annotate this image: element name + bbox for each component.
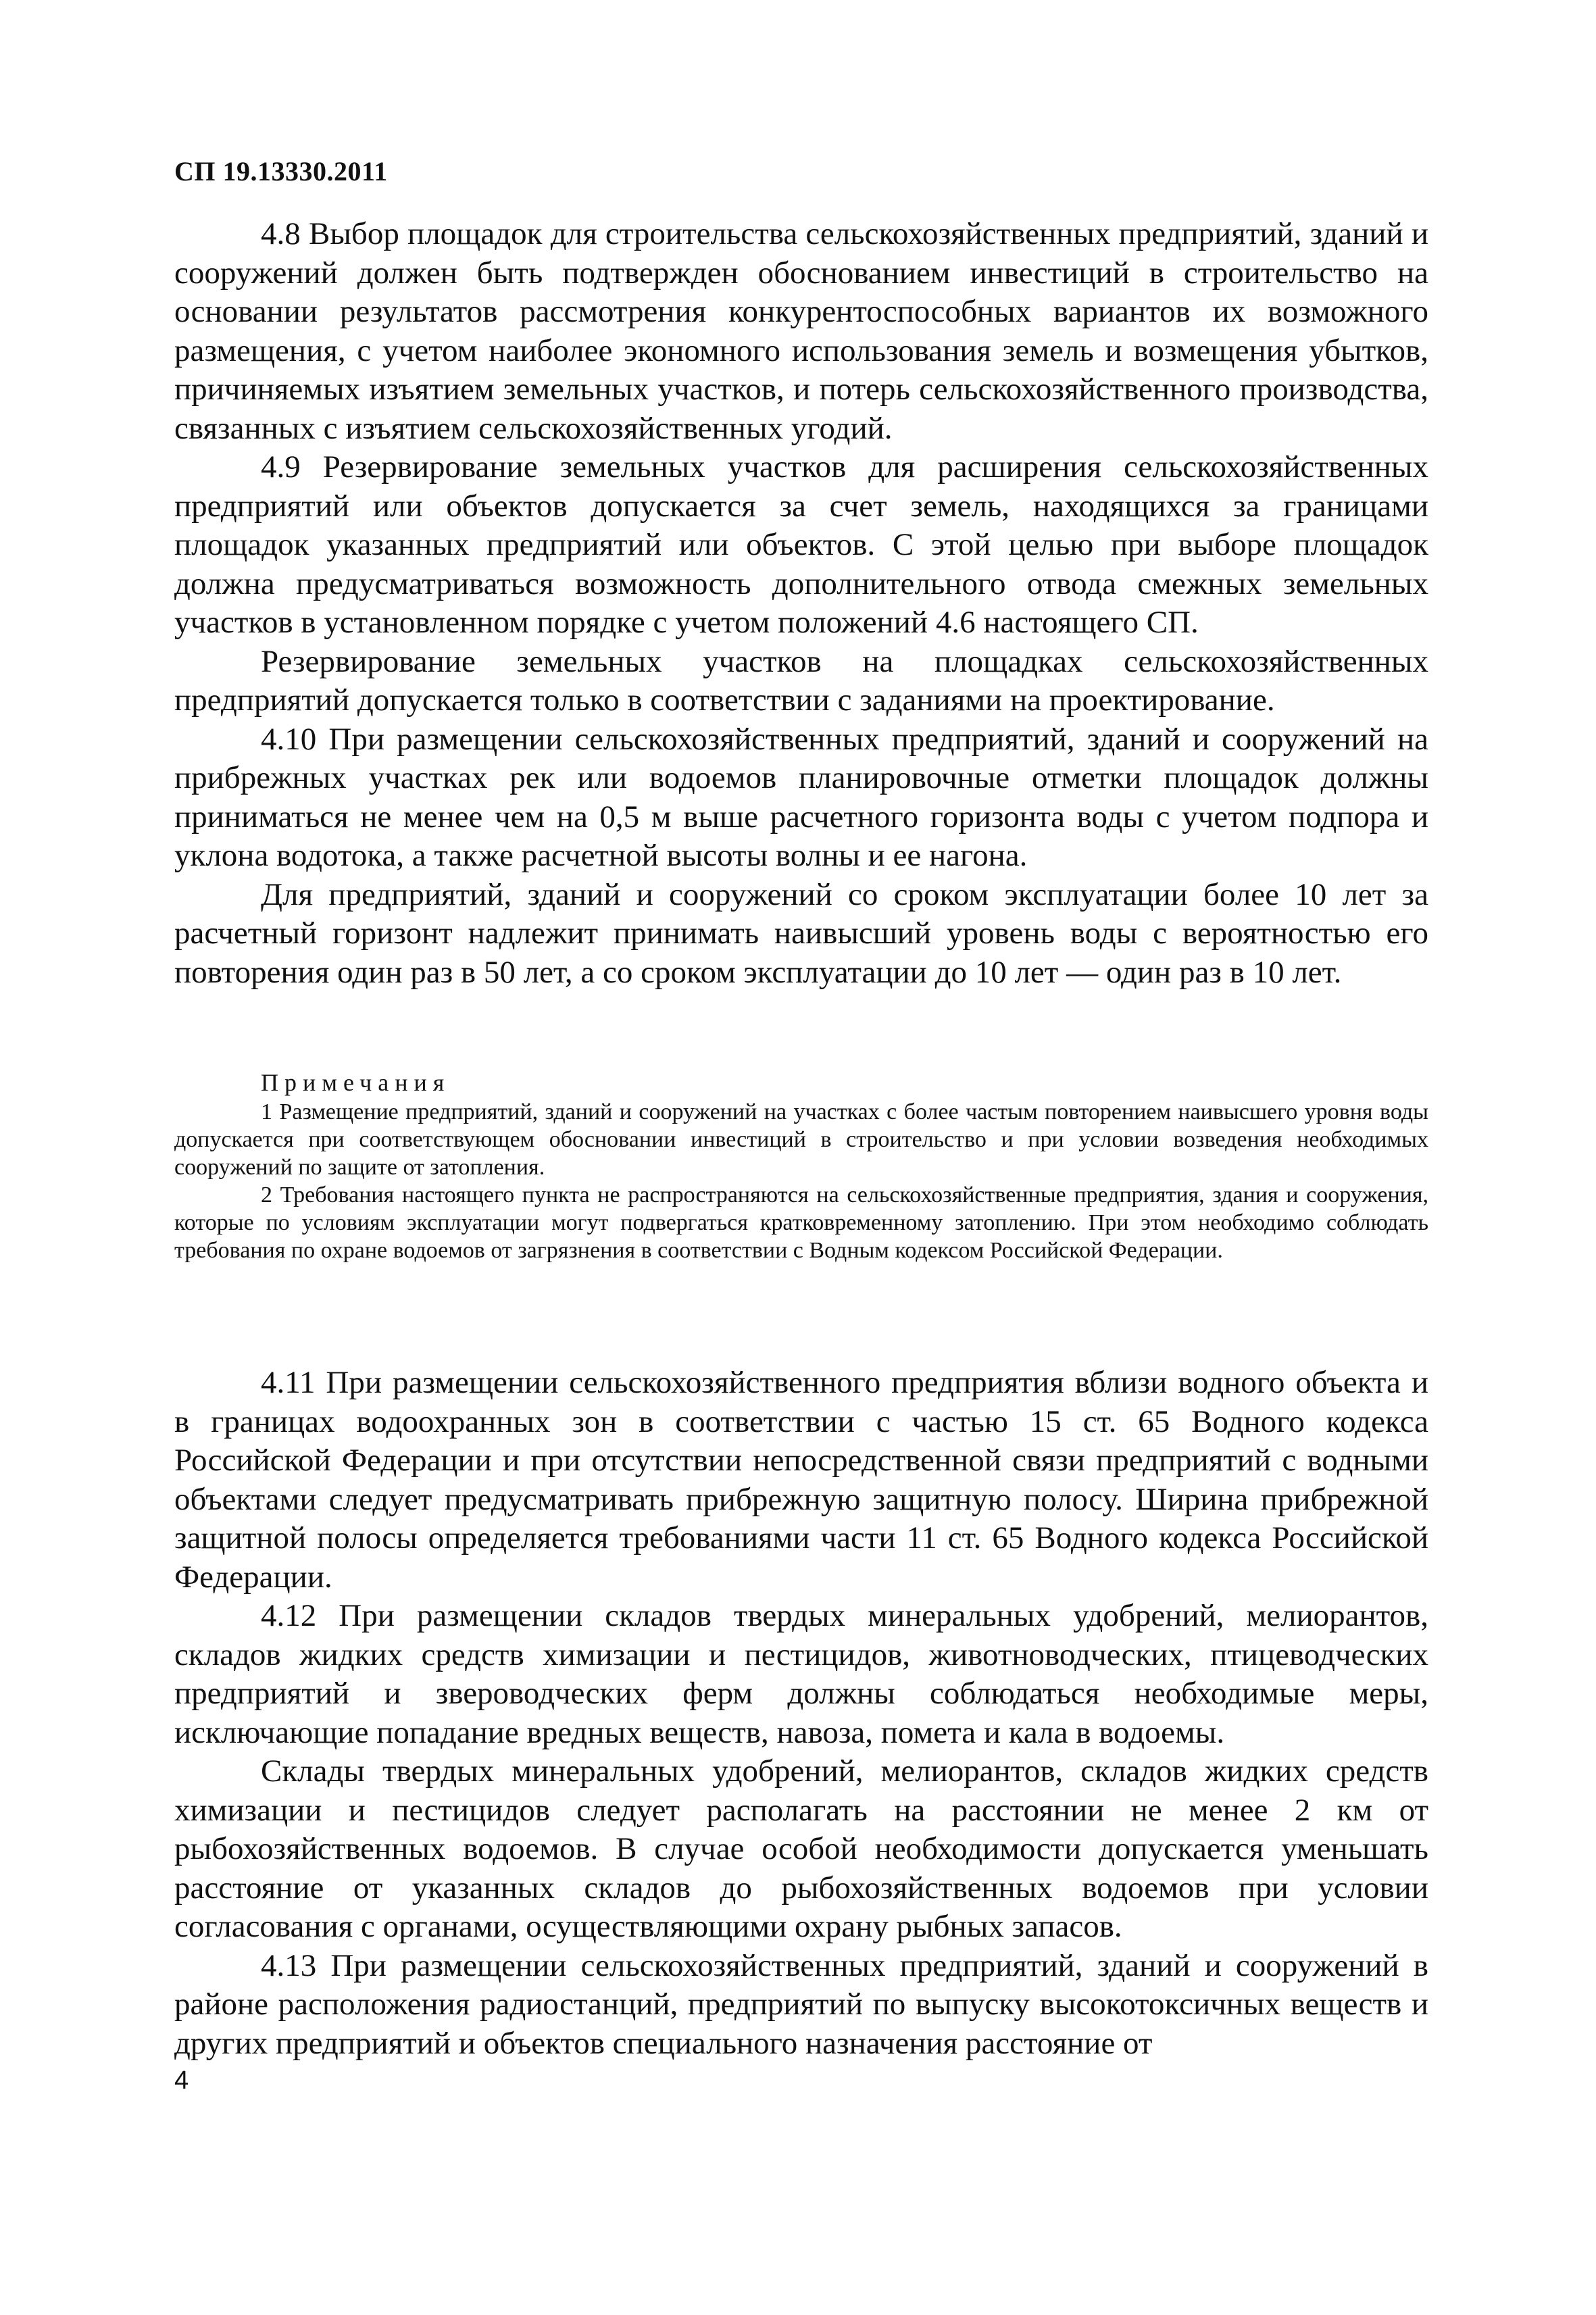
notes-title: Примечания — [261, 1069, 451, 1096]
notes-block — [174, 1069, 1428, 1264]
paragraph-4-12: 4.12 При размещении складов твердых минеральных удобрений, мелиорантов, складов жидких средств химизации и пестицидов, животноводческих, птицеводческих предприятий и звероводческих ферм должны соблюдаться необходимые меры, исключающие попадание вредных веществ, навоза, помета и кала в водоемы. — [174, 1598, 1428, 1750]
note-item-2: 2 Требования настоящего пункта не распространяются на сельскохозяйственные предприятия, здания и сооружения, которые по условиям эксплуатации могут подвергаться кратковременному затоплению. При этом необходимо соблюдать требования по охране водоемов от загрязнения в соответствии с Водным кодексом Российской Федерации. — [174, 1183, 1428, 1263]
paragraph-4-13: 4.13 При размещении сельскохозяйственных предприятий, зданий и сооружений в районе расположения радиостанций, предприятий по выпуску высокотоксичных веществ и других предприятий и объектов специального назначения расстояние от — [174, 1947, 1428, 2061]
note-item-1: 1 Размещение предприятий, зданий и сооружений на участках с более частым повторением наивысшего уровня воды допускается при соответствующем обосновании инвестиций в строительство и при условии возведения необходимых сооружений по защите от затопления. — [174, 1099, 1428, 1180]
paragraph-4-10: 4.10 При размещении сельскохозяйственных предприятий, зданий и сооружений на прибрежных участках рек или водоемов планировочные отметки площадок должны приниматься не менее чем на 0,5 м выше расчетного горизонта воды с учетом подпора и уклона водотока, а также расчетной высоты волны и ее нагона. — [174, 721, 1428, 873]
paragraph-4-9-reserve: Резервирование земельных участков на площадках сельскохозяйственных предприятий допускается только в соответствии с заданиями на проектирование. — [174, 643, 1428, 718]
main-text-bottom — [174, 1364, 1428, 2063]
paragraph-4-10-horizon: Для предприятий, зданий и сооружений со сроком эксплуатации более 10 лет за расчетный горизонт надлежит принимать наивысший уровень воды с вероятностью его повторения один раз в 50 лет, а со сроком эксплуатации до 10 лет — один раз в 10 лет. — [174, 876, 1428, 990]
document-code: СП 19.13330.2011 — [174, 156, 388, 186]
page-number: 4 — [174, 2066, 189, 2095]
paragraph-4-11: 4.11 При размещении сельскохозяйственного предприятия вблизи водного объекта и в границах водоохранных зон в соответствии с частью 15 ст. 65 Водного кодекса Российской Федерации и при отсутствии непосредственной связи предприятий с водными объектами следует предусматривать прибрежную защитную полосу. Ширина прибрежной защитной полосы определяется требованиями части 11 ст. 65 Водного кодекса Российской Федерации. — [174, 1365, 1428, 1595]
paragraph-4-8: 4.8 Выбор площадок для строительства сельскохозяйственных предприятий, зданий и сооружений должен быть подтвержден обоснованием инвестиций в строительство на основании результатов рассмотрения конкурентоспособных вариантов их возможного размещения, с учетом наиболее экономного использования земель и возмещения убытков, причиняемых изъятием земельных участков, и потерь сельскохозяйственного производства, связанных с изъятием сельскохозяйственных угодий. — [174, 216, 1428, 446]
paragraph-4-9: 4.9 Резервирование земельных участков для расширения сельскохозяйственных предприятий или объектов допускается за счет земель, находящихся за границами площадок указанных предприятий или объектов. С этой целью при выборе площадок должна предусматриваться возможность дополнительного отвода смежных земельных участков в установленном порядке с учетом положений 4.6 настоящего СП. — [174, 449, 1428, 640]
main-text-top — [174, 215, 1428, 992]
paragraph-4-12-warehouses: Склады твердых минеральных удобрений, мелиорантов, складов жидких средств химизации и пестицидов следует располагать на расстоянии не менее 2 км от рыбохозяйственных водоемов. В случае особой необходимости допускается уменьшать расстояние от указанных складов до рыбохозяйственных водоемов при условии согласования с органами, осуществляющими охрану рыбных запасов. — [174, 1753, 1428, 1944]
